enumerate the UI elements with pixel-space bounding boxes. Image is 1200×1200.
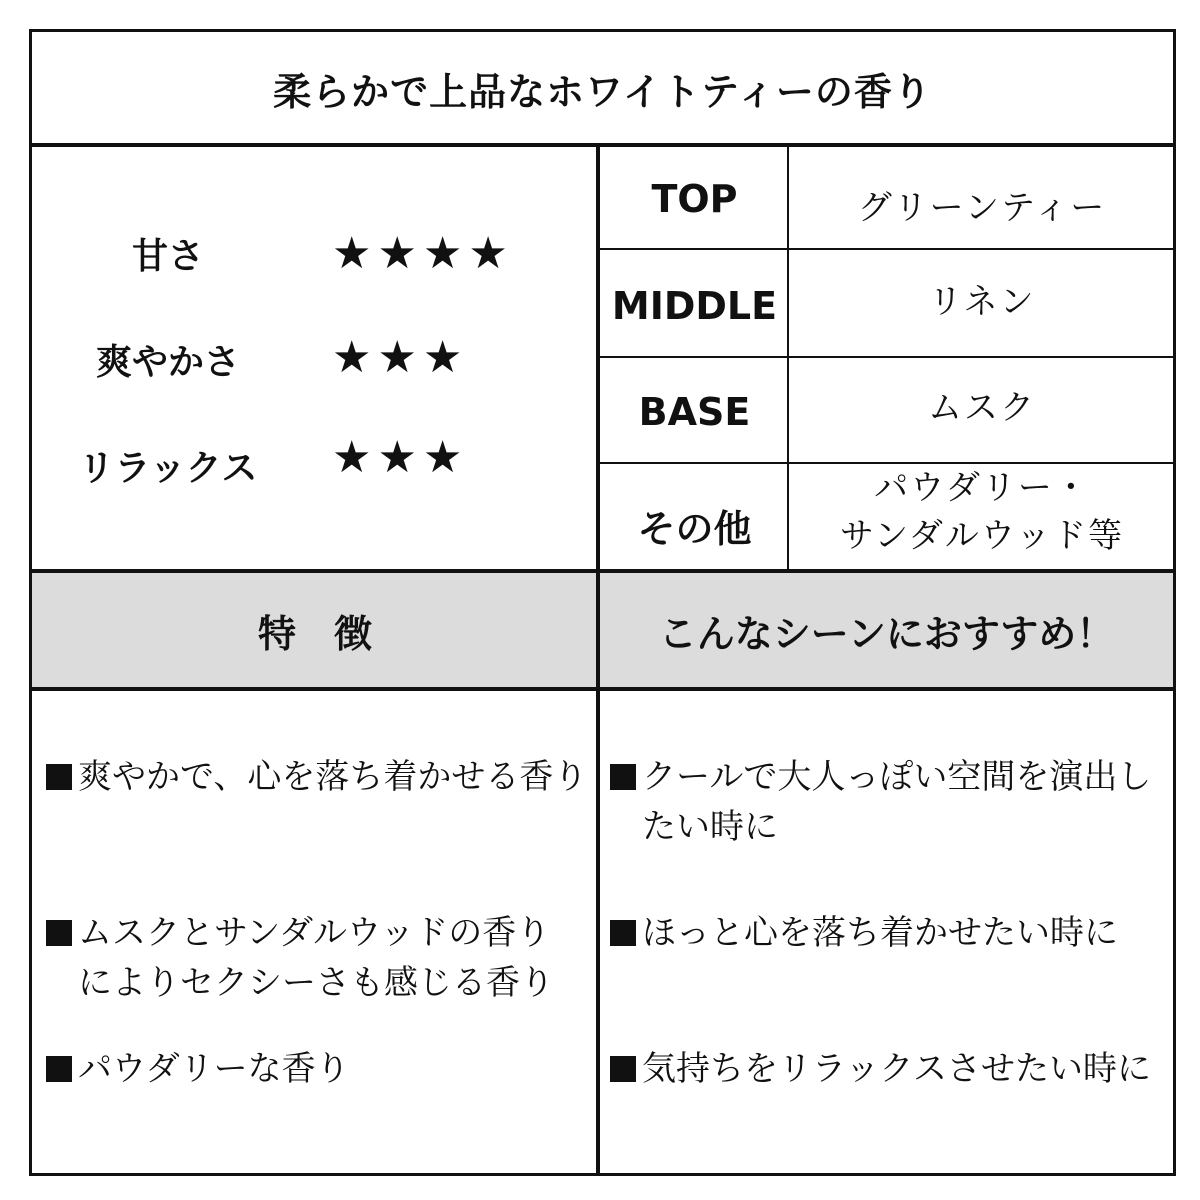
note-value-top: グリーンティー: [857, 188, 1107, 228]
feature-item: [46, 752, 591, 802]
note-key-top: TOP: [651, 177, 738, 221]
scene-text: クールで大人っぽい空間を演出し: [642, 757, 1152, 797]
divider: [600, 462, 1173, 464]
bullet-square-icon: [610, 1056, 636, 1082]
divider: [600, 356, 1173, 358]
page-title: 柔らかで上品なホワイトティーの香り: [273, 69, 932, 114]
bullet-square-icon: [610, 920, 636, 946]
scene-text: ほっと心を落ち着かせたい時に: [642, 913, 1118, 953]
scene-item: [610, 908, 1172, 958]
bullet-square-icon: [46, 764, 72, 790]
rating-stars-sweetness: ★★★★: [332, 228, 514, 279]
note-value-other-line2: サンダルウッド等: [839, 516, 1125, 556]
note-value-middle: リネン: [928, 282, 1036, 322]
rating-stars-freshness: ★★★: [332, 332, 469, 383]
note-key-middle: MIDDLE: [611, 284, 778, 328]
feature-item: [46, 1044, 591, 1094]
bullet-square-icon: [610, 764, 636, 790]
feature-text-continued: によりセクシーさも感じる香り: [78, 963, 554, 1003]
rating-stars-relax: ★★★: [332, 432, 469, 483]
rating-label-relax: リラックス: [78, 448, 258, 489]
note-key-base: BASE: [638, 390, 751, 434]
feature-text: パウダリーな香り: [78, 1049, 350, 1089]
divider: [600, 248, 1173, 250]
features-heading: 特 徴: [257, 611, 372, 656]
scene-item: [610, 752, 1172, 852]
note-value-base: ムスク: [928, 388, 1036, 428]
scene-item: [610, 1044, 1172, 1094]
bullet-square-icon: [46, 1056, 72, 1082]
feature-text: 爽やかで、心を落ち着かせる香り: [78, 757, 588, 797]
scenes-heading: こんなシーンにおすすめ！: [658, 611, 1115, 656]
rating-label-freshness: 爽やかさ: [95, 342, 240, 383]
rating-label-sweetness: 甘さ: [131, 236, 204, 277]
scene-text-continued: たい時に: [642, 807, 778, 847]
bullet-square-icon: [46, 920, 72, 946]
note-key-other: その他: [637, 507, 752, 551]
feature-text: ムスクとサンダルウッドの香り: [78, 913, 551, 953]
scene-text: 気持ちをリラックスさせたい時に: [642, 1049, 1151, 1089]
note-value-other-line1: パウダリー・: [874, 468, 1090, 508]
feature-item: [46, 908, 591, 1008]
